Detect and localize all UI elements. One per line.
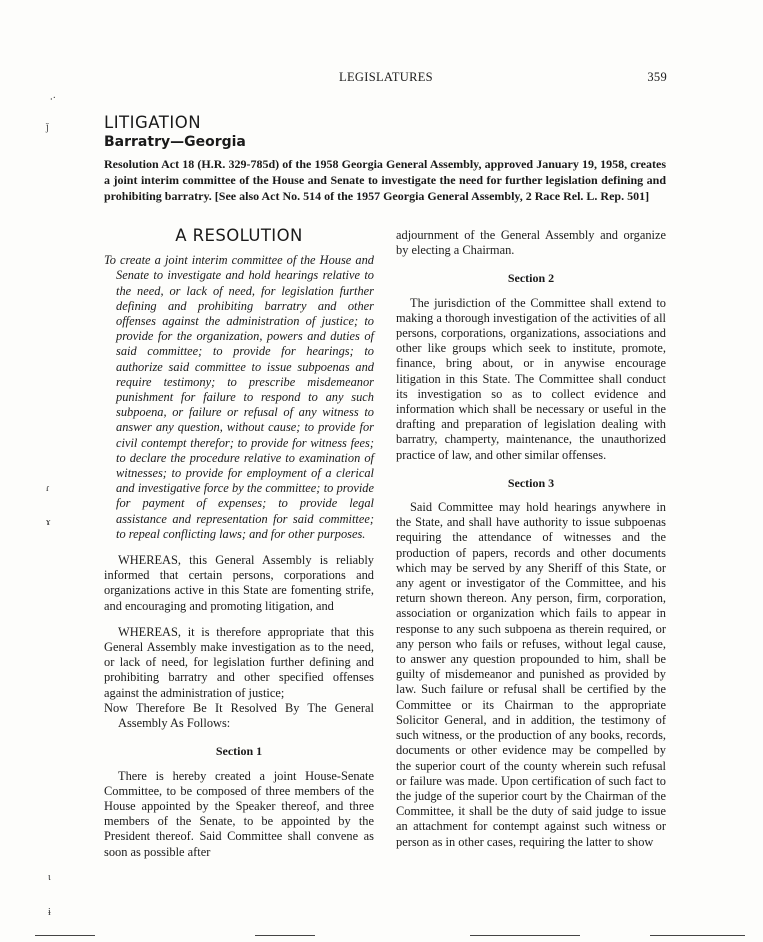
section-2-text: The jurisdiction of the Committee shall extend to making a thorough investigation of the activities of all persons, corporations, organizations, associations and other like groups which seek to institute, promote, finance, bring about, or in anywise encourage litigation in this State. The Committee shall conduct its investigation so as to collect evidence and information which shall be necessary or useful in the drafting and preparation of legislation dealing with barratry, champerty, maintenance, the unauthorized practice of law, and other similar offenses. [396,295,666,462]
subtopic-heading: Barratry—Georgia [104,134,246,150]
section-1-heading: Section 1 [215,744,263,759]
margin-mark: ɤ [46,517,51,528]
margin-mark: ɾ [46,483,50,494]
section-3-heading: Section 3 [507,475,555,490]
resolution-heading: A RESOLUTION [175,226,303,245]
bottom-scan-rule [255,935,315,936]
margin-mark: ǰ [46,122,49,133]
whereas-paragraph-2: WHEREAS, it is therefore appropriate that this General Assembly make investigation as to the need, or lack of need, for legislation further defining and prohibiting barratry and other specified offenses against the administration of justice; [104,624,374,700]
margin-mark: ɩ [48,872,51,883]
section-1-text: There is hereby created a joint House-Senate Committee, to be composed of three members of the House appointed by the Speaker thereof, and three members of the Senate, to be appointed by the President thereof. Said Committee shall convene as soon as possible after [104,768,374,859]
right-column [396,228,666,861]
topic-heading: LITIGATION [104,113,202,132]
whereas-paragraph-1: WHEREAS, this General Assembly is reliably informed that certain persons, corporations and organizations active in this State are fomenting strife, and encouraging and promoting litigation, and [104,553,374,613]
section-2-heading: Section 2 [507,271,555,286]
resolved-clause: Now Therefore Be It Resolved By The General Assembly As Follows: [104,700,374,731]
section-1-continued: adjournment of the General Assembly and organize by electing a Chairman. [396,228,666,258]
bottom-scan-rule [35,935,95,936]
margin-mark: ɨ [48,907,51,918]
left-column [104,228,374,871]
bottom-scan-rule [470,935,580,936]
page-number: 359 [647,70,667,84]
bottom-scan-rule [650,935,745,936]
section-3-text: Said Committee may hold hearings anywhere in the State, and shall have authority to issue subpoenas requiring the attendance of witnesses and the production of papers, records and other documents which may be served by any Sheriff of this State, or any agent or investigator of the Committee, and his return shown thereon. Any person, firm, corporation, association or organization which fails to appear in response to any such subpoena as therein required, or any person who fails or refuses, without legal cause, to answer any question propounded to him, shall be guilty of misdemeanor and punished as provided by law. Such failure or refusal shall be certified by the Committee or its Chairman to the appropriate Solicitor General, and in addition, the testimony of such witness, or the production of any books, records, documents or other evidence may be compelled by the superior court of the county wherein such refusal or failure was made. Upon certification of such fact to the judge of the superior court by the Chairman of the Committee, it shall be the duty of said judge to issue an attachment for contempt against such witness or person as in other cases, requiring the latter to show [396,500,666,849]
running-head-title: LEGISLATURES [339,70,433,84]
resolution-preamble: To create a joint interim committee of the House and Senate to investigate and hold hearings relative to the need, or lack of need, for legislation further defining and prohibiting barratry and other offenses against the administration of justice; to provide for the organization, powers and duties of said committee; to provide for hearings; to authorize said committee to issue subpoenas and require testimony; to prescribe misdemeanor punishment for failure to respond to any such subpoena, or failure or refusal of any witness to answer any question, without cause; to provide for civil contempt therefor; to provide for witness fees; to declare the procedure relative to examination of witnesses; to provide for employment of a clerical and investigative force by the committee; to provide for payment of expenses; to provide legal assistance and representation for said committee; to repeal conflicting laws; and for other purposes. [104,253,374,541]
editorial-summary: Resolution Act 18 (H.R. 329-785d) of the 1958 Georgia General Assembly, approved January 19, 1958, creates a joint interim committee of the House and Senate to investigate the need for further legislation defining and prohibiting barratry. [See also Act No. 514 of the 1957 Georgia General Assembly, 2 Race Rel. L. Rep. 501] [104,157,666,203]
margin-mark: ⸳· [50,93,57,104]
